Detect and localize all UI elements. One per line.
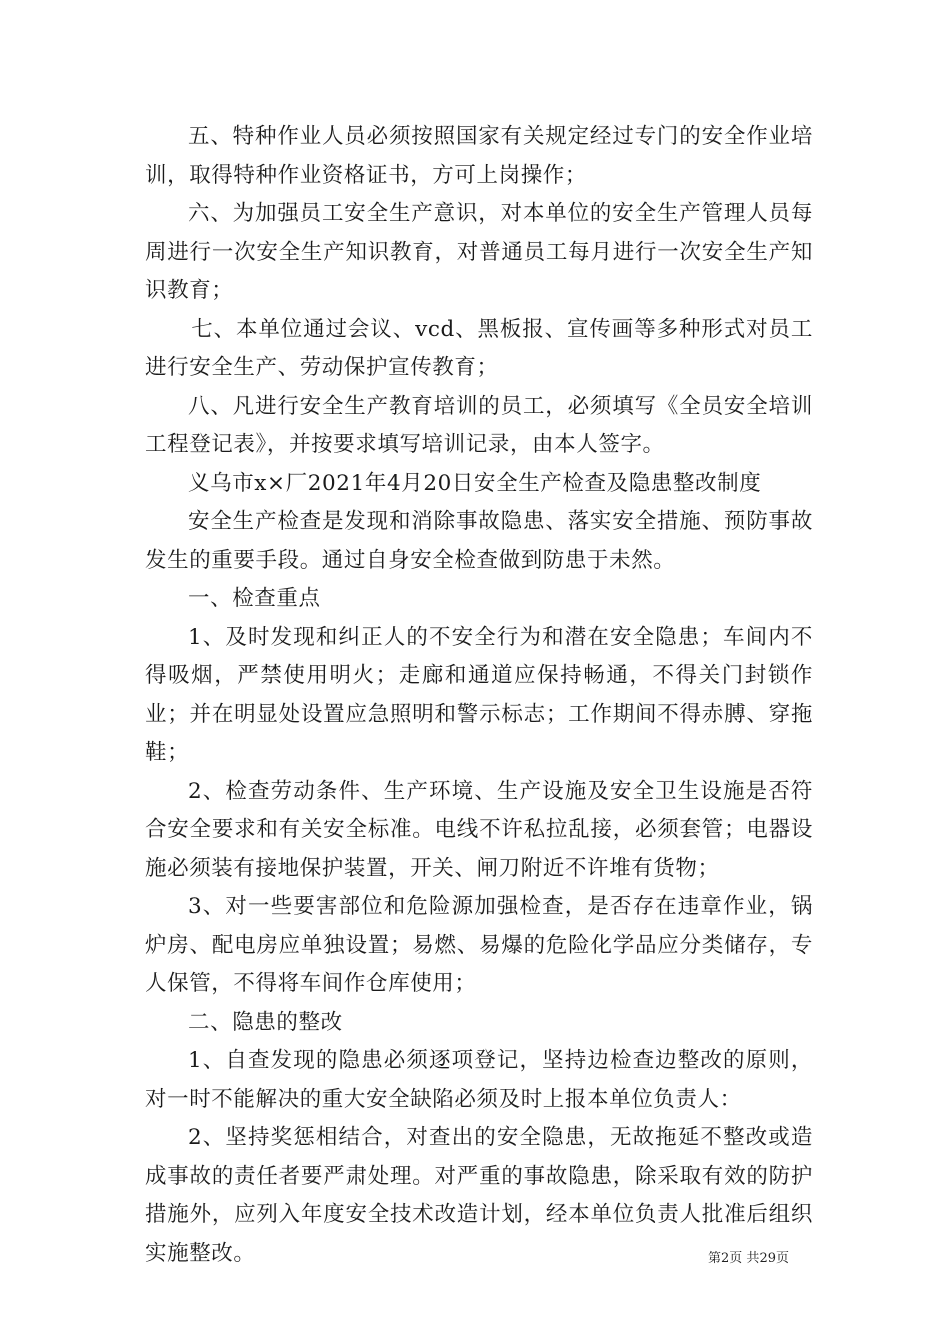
paragraph-focus-item-1: 1、及时发现和纠正人的不安全行为和潜在安全隐患；车间内不得吸烟，严禁使用明火；走廊和通道应保持畅通，不得关门封锁作业；并在明显处设置应急照明和警示标志；工作期间不得赤膊、穿拖鞋； [145, 624, 813, 765]
page-number-footer [708, 1247, 789, 1266]
paragraph-rectification-item-1: 1、自查发现的隐患必须逐项登记，坚持边检查边整改的原则，对一时不能解决的重大安全缺陷必须及时上报本单位负责人： [145, 1048, 813, 1112]
paragraph-publicity-education: 七、本单位通过会议、vcd、黑板报、宣传画等多种形式对员工进行安全生产、劳动保护宣传教育； [145, 316, 813, 380]
document-body [145, 118, 813, 1273]
paragraph-inspection-intro: 安全生产检查是发现和消除事故隐患、落实安全措施、预防事故发生的重要手段。通过自身安全检查做到防患于未然。 [145, 509, 813, 573]
paragraph-training-register: 八、凡进行安全生产教育培训的员工，必须填写《全员安全培训工程登记表》，并按要求填写培训记录，由本人签字。 [145, 393, 813, 457]
footer-prefix: 第 [708, 1251, 722, 1266]
paragraph-special-operations: 五、特种作业人员必须按照国家有关规定经过专门的安全作业培训，取得特种作业资格证书，方可上岗操作； [145, 124, 813, 188]
heading-hazard-rectification: 二、隐患的整改 [188, 1009, 343, 1035]
heading-inspection-focus: 一、检查重点 [188, 586, 321, 611]
paragraph-focus-item-2: 2、检查劳动条件、生产环境、生产设施及安全卫生设施是否符合安全要求和有关安全标准。电线不许私拉乱接，必须套管；电器设施必须装有接地保护装置，开关、闸刀附近不许堆有货物； [145, 778, 813, 881]
footer-middle: 页 共 [729, 1251, 760, 1266]
paragraph-rectification-item-2: 2、坚持奖惩相结合，对查出的安全隐患，无故拖延不整改或造成事故的责任者要严肃处理。对严重的事故隐患，除采取有效的防护措施外，应列入年度安全技术改造计划，经本单位负责人批准后组织实施整改。 [145, 1125, 813, 1266]
footer-total-pages: 29 [759, 1251, 776, 1266]
footer-suffix: 页 [775, 1251, 789, 1266]
paragraph-safety-awareness: 六、为加强员工安全生产意识，对本单位的安全生产管理人员每周进行一次安全生产知识教育，对普通员工每月进行一次安全生产知识教育； [145, 201, 813, 303]
paragraph-focus-item-3: 3、对一些要害部位和危险源加强检查，是否存在违章作业，锅炉房、配电房应单独设置；易燃、易爆的危险化学品应分类储存，专人保管，不得将车间作仓库使用； [145, 894, 813, 996]
footer-current-page: 2 [721, 1251, 730, 1266]
section-title-inspection-system: 义乌市x×厂2021年4月20日安全生产检查及隐患整改制度 [188, 470, 762, 496]
